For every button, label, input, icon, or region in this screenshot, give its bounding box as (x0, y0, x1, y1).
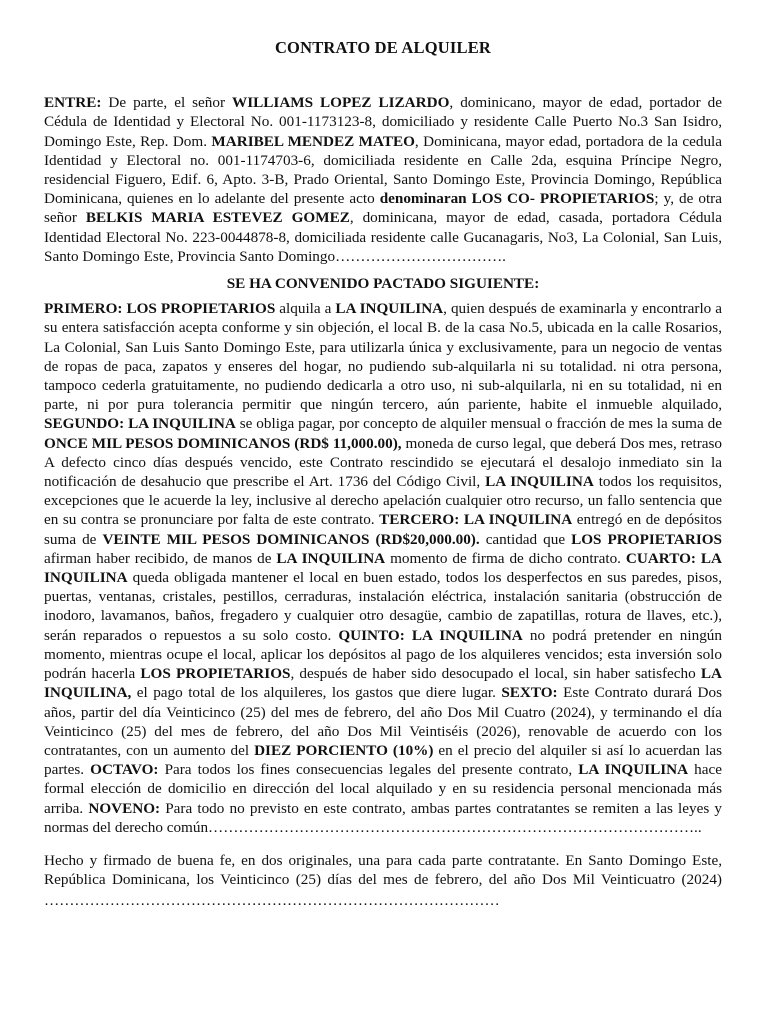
clause-primero: PRIMERO: LOS PROPIETARIOS (44, 300, 276, 318)
clause-octavo: OCTAVO: (90, 761, 159, 779)
clause-quinto: QUINTO: LA INQUILINA (338, 626, 523, 644)
contract-page (44, 38, 722, 911)
agreement-subheading: SE HA CONVENIDO PACTADO SIGUIENTE: (226, 275, 540, 293)
clause-noveno: NOVENO: (88, 799, 161, 817)
signature-dots: ……………………………………………………………………………… (44, 892, 500, 910)
clause-cuarto: CUARTO: LA INQUILINA (44, 549, 722, 587)
closing-paragraph: Hecho y firmado de buena fe, en dos originales, una para cada parte contratante. En Santo Domingo Este, República Dominicana, los Veinticinco (25) días del mes de febrero, del año Dos Mil Veinticuatro (2024) (44, 851, 722, 889)
landlord-name-2: MARIBEL MENDEZ MATEO (211, 132, 415, 150)
increase-percent: DIEZ PORCIENTO (10%) (254, 741, 434, 759)
rent-amount: ONCE MIL PESOS DOMINICANOS (RD$ 11,000.00), (44, 434, 402, 452)
clause-segundo: SEGUNDO: LA INQUILINA (44, 415, 236, 433)
tenant-name: BELKIS MARIA ESTEVEZ GOMEZ (85, 209, 350, 227)
co-owners-label: denominaran LOS CO- PROPIETARIOS (379, 190, 655, 208)
parties-paragraph: ENTRE: De parte, el señor WILLIAMS LOPEZ LIZARDO, dominicano, mayor de edad, portador de Cédula de Identidad y Electoral No. 001-1173123-8, domiciliado y residente Calle Puerto No.3 San Isidro, Domingo Este, Rep. Dom. MARIBEL MENDEZ MATEO, Dominicana, mayor edad, portadora de la cedula Identidad y Electoral no. 001-1174703-6, domiciliada residente en Calle 2da, esquina Príncipe Negro, residencial Figuero, Edif. 6, Apto. 3-B, Prado Oriental, Santo Domingo Este, Provincia Domingo, República Dominicana, quienes en lo adelante del presente acto denominaran LOS CO- PROPIETARIOS; y, de otra señor BELKIS MARIA ESTEVEZ GOMEZ, dominicana, mayor de edad, casada, portadora Cédula Identidad Electoral No. 223-0044878-8, domiciliada residente calle Gucanagaris, No3, La Colonial, San Luis, Santo Domingo Este, Provincia Santo Domingo……………………………. (44, 94, 723, 265)
deposit-amount: VEINTE MIL PESOS DOMINICANOS (RD$20,000.00). (102, 530, 480, 548)
document-title: CONTRATO DE ALQUILER (274, 38, 492, 57)
entre-label: ENTRE: (44, 94, 102, 112)
landlord-name-1: WILLIAMS LOPEZ LIZARDO (232, 94, 450, 112)
clause-tercero: TERCERO: LA INQUILINA (379, 511, 573, 529)
clauses-paragraph: PRIMERO: LOS PROPIETARIOS alquila a LA INQUILINA, quien después de examinarla y encontrarlo a su entera satisfacción acepta conforme y sin objeción, el local B. de la casa No.5, ubicada en la calle Rosarios, La Colonial, San Luis Santo Domingo Este, para utilizarla única y exclusivamente, para un negocio de ventas de ropas de paca, zapatos y enseres del hogar, no pudiendo sub-alquilarla ni su totalidad. ni otra persona, tampoco cederla gratuitamente, no pudiendo dedicarla a otro uso, ni sub-alquilarla, ni en su totalidad, ni en parte, ni por pura tolerancia permitir que ningún tercero, aún pariente, habite el inmueble alquilado, SEGUNDO: LA INQUILINA se obliga pagar, por concepto de alquiler mensual o fracción de mes la suma de ONCE MIL PESOS DOMINICANOS (RD$ 11,000.00), moneda de curso legal, que deberá Dos mes, retraso A defecto cinco días después vencido, este Contrato rescindido se ejecutará el desalojo inmediato sin la notificación de desahucio que prescribe el Art. 1736 del Código Civil, LA INQUILINA todos los requisitos, excepciones que le acuerde la ley, inclusive al derecho apelación cualquier otro recurso, un fallo sentencia que en su contra se pronunciare por falta de este contrato. TERCERO: LA INQUILINA entregó en de depósitos suma de VEINTE MIL PESOS DOMINICANOS (RD$20,000.00). cantidad que LOS PROPIETARIOS afirman haber recibido, de manos de LA INQUILINA momento de firma de dicho contrato. CUARTO: LA INQUILINA queda obligada mantener el local en buen estado, todos los desperfectos en sus paredes, pisos, puertas, ventanas, cristales, pestillos, cerraduras, instalación eléctrica, instalación sanitaria (obstrucción de inodoro, lavamanos, baños, fregadero y cualquier otro desagüe, cambio de zapatillas, rotura de llaves, etc.), serán reparados o repuestos a su solo costo. QUINTO: LA INQUILINA no podrá pretender en ningún momento, mientras ocupe el local, aplicar los depósitos al pago de los alquileres vencidos; esta inversión solo podrán hacerla LOS PROPIETARIOS, después de haber sido desocupado el local, sin haber satisfecho LA INQUILINA, el pago total de los alquileres, los gastos que diere lugar. SEXTO: Este Contrato durará Dos años, partir del día Veinticinco (25) del mes de febrero, del año Dos Mil Cuatro (2024), y terminando el día Veinticinco (25) del mes de febrero, del año Dos Mil Veintiséis (2026), renovable de acuerdo con los contratantes, con un aumento del DIEZ PORCIENTO (10%) en el precio del alquiler si así lo acuerdan las partes. OCTAVO: Para todos los fines consecuencias legales del presente contrato, LA INQUILINA hace formal elección de domicilio en dirección del local alquilado y en su residencia personal mencionada más arriba. NOVENO: Para todo no previsto en este contrato, ambas partes contratantes se remiten a las leyes y normas del derecho común…………………………………………………………………………………….. (44, 300, 723, 836)
clause-sexto: SEXTO: (501, 684, 558, 702)
